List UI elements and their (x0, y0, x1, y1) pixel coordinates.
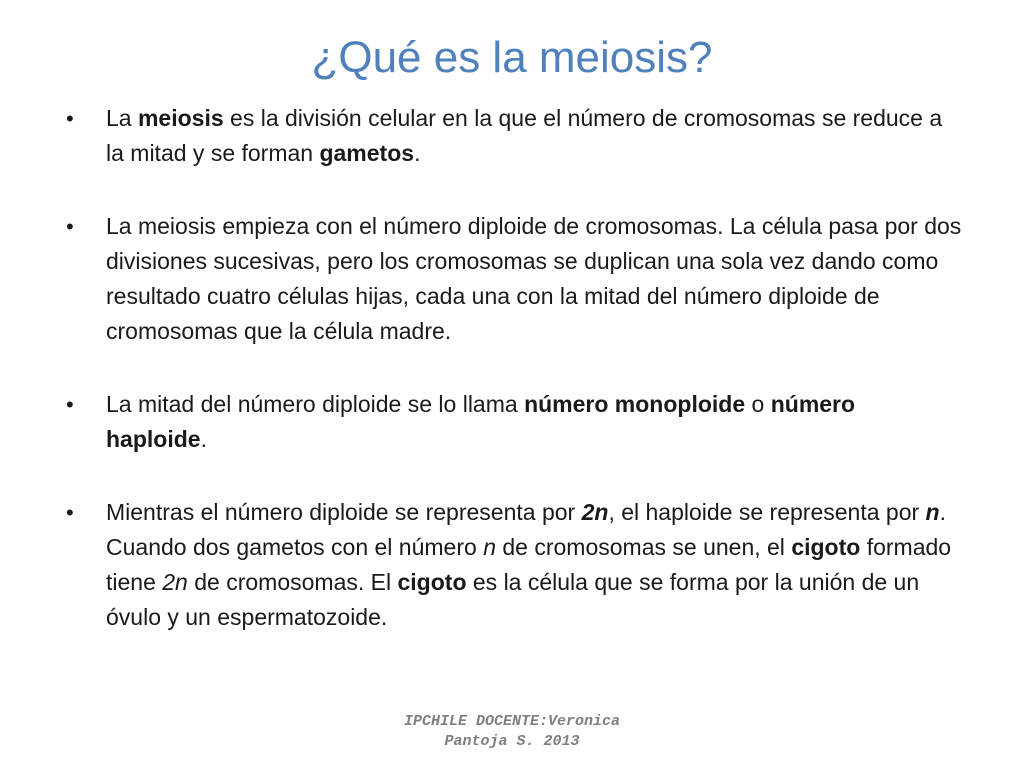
bold-term: número monoploide (524, 391, 746, 417)
text-run: . Cuando dos gametos con el número (106, 499, 946, 560)
bullet-item (62, 387, 962, 457)
text-run: La meiosis empieza con el número diploide de cromosomas. La célula pasa por dos divisiones sucesivas, pero los cromosomas se duplican una sola vez dando como resultado cuatro células hijas, cada una con la mitad del número diploide de cromosomas que la célula madre. (106, 213, 962, 344)
text-run: La mitad del número diploide se lo llama (106, 391, 525, 417)
bullet-item (62, 101, 962, 171)
text-run: . (200, 426, 207, 452)
bold-term: cigoto (791, 534, 861, 560)
slide-footer (0, 712, 1024, 752)
bullet-item (62, 209, 962, 349)
text-run: o (745, 391, 771, 417)
italic-term: n (483, 534, 496, 560)
text-run: . (414, 140, 421, 166)
text-run: es la división celular en la que el número de cromosomas se reduce a la mitad y se forman (106, 105, 943, 166)
bullet-glyph: • (66, 392, 74, 417)
footer-line-author: IPCHILE DOCENTE:Veronica (403, 713, 621, 730)
bold-term: gametos (319, 140, 415, 166)
bold-term: cigoto (397, 569, 467, 595)
text-run: , el haploide se representa por (608, 499, 926, 525)
bullet-list (62, 101, 962, 673)
text-run: de cromosomas se unen, el (495, 534, 792, 560)
bold-term: meiosis (137, 105, 224, 131)
text-run: es la célula que se forma por la unión de un óvulo y un espermatozoide. (106, 569, 920, 630)
footer-line-year: Pantoja S. 2013 (444, 733, 580, 750)
bullet-glyph: • (66, 500, 74, 525)
italic-term: 2n (162, 569, 188, 595)
bold-term: n (925, 499, 940, 525)
text-run: Mientras el número diploide se representa por (106, 499, 582, 525)
text-run: de cromosomas. El (187, 569, 398, 595)
bold-term: 2n (581, 499, 609, 525)
bullet-glyph: • (66, 106, 74, 131)
bullet-glyph: • (66, 214, 74, 239)
slide-title: ¿Qué es la meiosis? (311, 33, 713, 82)
text-run: formado tiene (106, 534, 952, 595)
text-run: La (106, 105, 138, 131)
bullet-item (62, 495, 962, 635)
bold-term: número haploide (106, 391, 856, 452)
